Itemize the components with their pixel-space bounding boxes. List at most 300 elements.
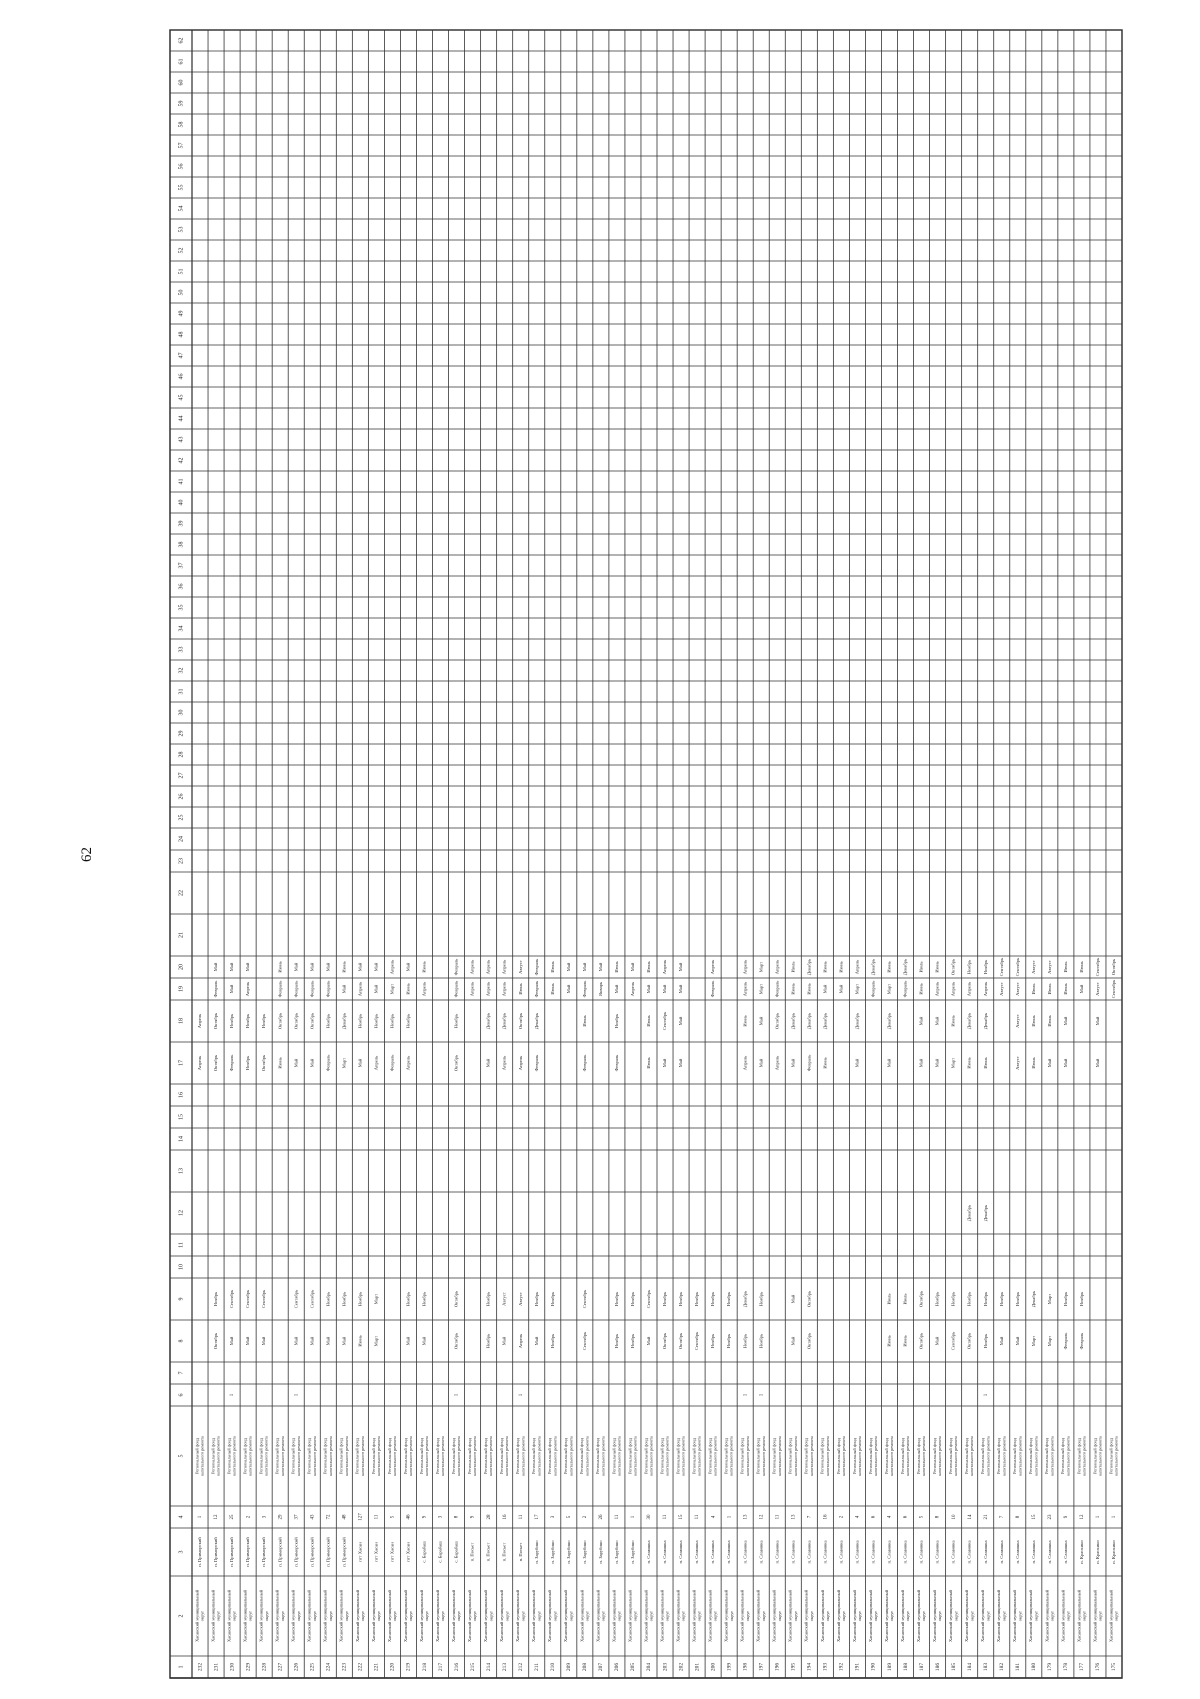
- column-number: 42: [178, 457, 185, 464]
- month-value: Октябрь: [453, 1332, 459, 1350]
- fund-name: Региональный фонд: [306, 1438, 312, 1474]
- column-number: 11: [178, 1242, 185, 1248]
- fund-name: капитального ремонта: [632, 1436, 638, 1476]
- settlement-name: п. Краскино: [1095, 1540, 1101, 1564]
- fund-name: Региональный фонд: [322, 1438, 328, 1474]
- month-value: Май: [261, 1336, 267, 1346]
- column-number: 13: [178, 1168, 185, 1174]
- fund-name: Региональный фонд: [1076, 1438, 1082, 1474]
- month-value: Ноябрь: [549, 1291, 555, 1307]
- district-name: округ: [504, 1610, 510, 1622]
- month-value: Май: [918, 1016, 924, 1026]
- fund-name: капитального ремонта: [696, 1436, 702, 1476]
- fund-name: Региональный фонд: [547, 1438, 553, 1474]
- month-value: Март: [341, 1057, 347, 1069]
- houses-count: 13: [743, 1514, 749, 1520]
- month-value: Апрель: [197, 1013, 203, 1029]
- month-value: Ноябрь: [373, 1013, 379, 1029]
- settlement-name: п. Зарубино: [630, 1540, 636, 1564]
- district-name: округ: [1033, 1610, 1039, 1622]
- month-value: Октябрь: [806, 1290, 812, 1308]
- month-value: Май: [565, 984, 571, 994]
- fund-name: капитального ремонта: [504, 1436, 510, 1476]
- month-value: Июнь: [1046, 1015, 1052, 1027]
- row-number: 219: [405, 1662, 412, 1672]
- houses-count: 3: [550, 1515, 556, 1519]
- district-name: Хасанский муниципальный: [547, 1590, 553, 1642]
- fund-name: капитального ремонта: [295, 1436, 301, 1476]
- month-value: Октябрь: [950, 958, 956, 976]
- district-name: округ: [616, 1610, 622, 1622]
- column-number: 16: [178, 1092, 185, 1098]
- district-name: округ: [792, 1610, 798, 1622]
- fund-name: капитального ремонта: [664, 1436, 670, 1476]
- month-value: Май: [613, 984, 619, 994]
- month-value: Ноябрь: [613, 1333, 619, 1349]
- month-value: Февраль: [533, 1054, 539, 1072]
- settlement-name: п. Посьет: [469, 1542, 475, 1562]
- month-value: Февраль: [1062, 1332, 1068, 1350]
- settlement-name: п. Славянка: [1046, 1540, 1052, 1564]
- month-value: Май: [1014, 1336, 1020, 1346]
- month-value: Май: [597, 962, 603, 972]
- district-name: округ: [1113, 1610, 1119, 1622]
- month-value: Август: [517, 1292, 523, 1306]
- month-value: Ноябрь: [694, 1291, 700, 1307]
- district-name: Хасанский муниципальный: [322, 1590, 328, 1642]
- fund-name: капитального ремонта: [584, 1436, 590, 1476]
- month-value: Май: [341, 984, 347, 994]
- fund-name: капитального ремонта: [408, 1436, 414, 1476]
- fund-name: капитального ремонта: [1033, 1436, 1039, 1476]
- settlement-name: с. Барабаш: [437, 1541, 443, 1563]
- fund-name: капитального ремонта: [840, 1436, 846, 1476]
- houses-count: 8: [454, 1515, 460, 1519]
- month-value: Июнь: [581, 1015, 587, 1027]
- column-number: 53: [178, 226, 185, 233]
- fund-name: капитального ремонта: [616, 1436, 622, 1476]
- month-value: Сентябрь: [1111, 979, 1117, 999]
- fund-name: Региональный фонд: [771, 1438, 777, 1474]
- month-value: Ноябрь: [662, 1291, 668, 1307]
- column-number: 32: [178, 667, 185, 674]
- column-number: 37: [178, 562, 185, 569]
- column-number: 25: [178, 814, 185, 821]
- fund-name: капитального ремонта: [1081, 1436, 1087, 1476]
- district-name: округ: [279, 1610, 285, 1622]
- row-number: 179: [1047, 1662, 1054, 1672]
- month-value: Июль: [790, 961, 796, 973]
- row-number: 190: [870, 1662, 877, 1672]
- district-name: округ: [1001, 1610, 1007, 1622]
- district-name: округ: [1017, 1610, 1023, 1622]
- fund-name: капитального ремонта: [199, 1436, 205, 1476]
- month-value: Ноябрь: [1078, 1291, 1084, 1307]
- column-number: 46: [178, 373, 185, 380]
- month-value: Ноябрь: [389, 1013, 395, 1029]
- district-name: округ: [327, 1610, 333, 1622]
- month-value: Ноябрь: [982, 1333, 988, 1349]
- settlement-name: п. Славянка: [662, 1540, 668, 1564]
- district-name: округ: [263, 1610, 269, 1622]
- month-value: Август: [1095, 982, 1101, 996]
- month-value: Май: [678, 1058, 684, 1068]
- fund-name: капитального ремонта: [472, 1436, 478, 1476]
- month-value: Апрель: [485, 981, 491, 997]
- fund-name: Региональный фонд: [691, 1438, 697, 1474]
- row-number: 214: [485, 1662, 492, 1672]
- month-value: Ноябрь: [966, 959, 972, 975]
- column-number: 56: [178, 163, 185, 170]
- settlement-name: п. Приморский: [213, 1537, 219, 1567]
- month-value: Февраль: [325, 980, 331, 998]
- settlement-name: п. Славянка: [854, 1540, 860, 1564]
- settlement-name: п. Славянка: [710, 1540, 716, 1564]
- month-value: Сентябрь: [293, 1289, 299, 1309]
- month-value: Июнь: [405, 983, 411, 995]
- fund-name: Региональный фонд: [579, 1438, 585, 1474]
- row-number: 205: [630, 1662, 637, 1672]
- fund-name: капитального ремонта: [792, 1436, 798, 1476]
- fund-name: Региональный фонд: [434, 1438, 440, 1474]
- month-value: Март: [758, 983, 764, 995]
- month-value: Апрель: [517, 1333, 523, 1349]
- column-number: 1: [178, 1665, 185, 1669]
- month-value: Апрель: [245, 981, 251, 997]
- fund-name: Региональный фонд: [386, 1438, 392, 1474]
- column-number: 41: [178, 478, 185, 485]
- row-number: 186: [934, 1662, 941, 1672]
- fund-name: Региональный фонд: [450, 1438, 456, 1474]
- fund-name: Региональный фонд: [274, 1438, 280, 1474]
- fund-name: капитального ремонта: [552, 1436, 558, 1476]
- fund-name: Региональный фонд: [354, 1438, 360, 1474]
- month-value: Май: [998, 1336, 1004, 1346]
- month-value: Ноябрь: [213, 1291, 219, 1307]
- month-value: Июнь: [950, 1015, 956, 1027]
- district-name: округ: [199, 1610, 205, 1622]
- row-number: 209: [566, 1662, 573, 1672]
- fund-name: Региональный фонд: [835, 1438, 841, 1474]
- column-number: 51: [178, 268, 185, 275]
- month-value: Июнь: [277, 961, 283, 973]
- district-name: Хасанский муниципальный: [194, 1590, 200, 1642]
- houses-count: 21: [983, 1514, 989, 1520]
- month-value: Октябрь: [453, 1290, 459, 1308]
- month-value: Июнь: [966, 1057, 972, 1069]
- houses-count: 25: [230, 1514, 236, 1520]
- fund-name: Региональный фонд: [1060, 1438, 1066, 1474]
- month-value: Ноябрь: [678, 1291, 684, 1307]
- month-value: Август: [1014, 1056, 1020, 1070]
- month-value: Июнь: [886, 1335, 892, 1347]
- district-name: округ: [536, 1610, 542, 1622]
- month-value: Ноябрь: [533, 1291, 539, 1307]
- settlement-name: с. Барабаш: [421, 1541, 427, 1563]
- month-value: Май: [229, 1336, 235, 1346]
- settlement-name: п. Славянка: [806, 1540, 812, 1564]
- month-value: Ноябрь: [485, 1333, 491, 1349]
- district-name: Хасанский муниципальный: [787, 1590, 793, 1642]
- month-value: Декабрь: [533, 1012, 539, 1030]
- month-value: Апрель: [517, 1055, 523, 1071]
- month-value: Октябрь: [213, 1332, 219, 1350]
- district-name: Хасанский муниципальный: [258, 1590, 264, 1642]
- column-number: 40: [178, 499, 185, 506]
- month-value: Июнь: [918, 983, 924, 995]
- district-name: округ: [921, 1610, 927, 1622]
- settlement-name: п. Посьет: [485, 1542, 491, 1562]
- settlement-name: пгт Хасан: [373, 1542, 379, 1562]
- fund-name: Региональный фонд: [643, 1438, 649, 1474]
- month-value: Март: [1046, 1335, 1052, 1347]
- column-number: 15: [178, 1114, 185, 1120]
- fund-name: Региональный фонд: [370, 1438, 376, 1474]
- houses-count: 3: [262, 1515, 268, 1519]
- month-value: Ноябрь: [950, 1291, 956, 1307]
- settlement-name: п. Славянка: [838, 1540, 844, 1564]
- fund-name: капитального ремонта: [600, 1436, 606, 1476]
- houses-count: 46: [406, 1514, 412, 1520]
- row-number: 210: [550, 1662, 557, 1672]
- fund-name: капитального ремонта: [760, 1436, 766, 1476]
- month-value: Октябрь: [918, 1290, 924, 1308]
- district-name: округ: [824, 1610, 830, 1622]
- settlement-name: п. Приморский: [197, 1537, 203, 1567]
- district-name: Хасанский муниципальный: [370, 1590, 376, 1642]
- month-value: Май: [918, 1058, 924, 1068]
- column-number: 20: [178, 964, 185, 970]
- month-value: Июль: [1030, 983, 1036, 995]
- month-value: Апрель: [485, 959, 491, 975]
- district-name: Хасанский муниципальный: [354, 1590, 360, 1642]
- fund-name: Региональный фонд: [948, 1438, 954, 1474]
- month-value: Октябрь: [1111, 958, 1117, 976]
- month-value: Октябрь: [213, 1012, 219, 1030]
- district-name: Хасанский муниципальный: [1060, 1590, 1066, 1642]
- month-value: Февраль: [533, 958, 539, 976]
- month-value: Апрель: [774, 1055, 780, 1071]
- month-value: Май: [790, 1336, 796, 1346]
- district-name: Хасанский муниципальный: [483, 1590, 489, 1642]
- month-value: Май: [229, 984, 235, 994]
- fund-name: Региональный фонд: [1028, 1438, 1034, 1474]
- houses-count: 15: [679, 1514, 685, 1520]
- month-value: Май: [581, 962, 587, 972]
- column-number: 55: [178, 184, 185, 191]
- month-value: Июль: [918, 961, 924, 973]
- month-value: Август: [1046, 960, 1052, 974]
- row-number: 216: [453, 1662, 460, 1672]
- month-value: Май: [213, 962, 219, 972]
- district-name: округ: [343, 1610, 349, 1622]
- fund-name: капитального ремонта: [520, 1436, 526, 1476]
- row-number: 208: [582, 1662, 589, 1672]
- houses-count: 5: [390, 1515, 396, 1519]
- month-value: Апрель: [742, 981, 748, 997]
- month-value: Ноябрь: [613, 1291, 619, 1307]
- district-name: Хасанский муниципальный: [210, 1590, 216, 1642]
- row-number: 223: [341, 1662, 348, 1672]
- district-name: округ: [680, 1610, 686, 1622]
- month-value: Декабрь: [886, 1012, 892, 1030]
- column-number: 59: [178, 100, 185, 107]
- month-value: Февраль: [581, 1054, 587, 1072]
- month-value: Февраль: [453, 980, 459, 998]
- month-value: Апрель: [469, 959, 475, 975]
- row-number: 201: [694, 1662, 701, 1672]
- month-value: Декабрь: [902, 958, 908, 976]
- row-number: 183: [982, 1662, 989, 1672]
- settlement-name: п. Славянка: [694, 1540, 700, 1564]
- settlement-name: п. Приморский: [245, 1537, 251, 1567]
- houses-count: 10: [951, 1514, 957, 1520]
- flag-value: 1: [983, 1393, 989, 1397]
- fund-name: капитального ремонта: [215, 1436, 221, 1476]
- column-number: 6: [178, 1393, 185, 1397]
- district-name: Хасанский муниципальный: [867, 1590, 873, 1642]
- month-value: Август: [1030, 960, 1036, 974]
- fund-name: капитального ремонта: [889, 1436, 895, 1476]
- month-value: Июнь: [646, 1057, 652, 1069]
- settlement-name: п. Славянка: [726, 1540, 732, 1564]
- settlement-name: п. Славянка: [822, 1540, 828, 1564]
- month-value: Октябрь: [806, 1332, 812, 1350]
- month-value: Декабрь: [806, 1012, 812, 1030]
- column-number: 61: [178, 58, 185, 65]
- row-number: 222: [357, 1662, 364, 1672]
- fund-name: капитального ремонта: [375, 1436, 381, 1476]
- houses-count: 1: [198, 1515, 204, 1519]
- month-value: Июнь: [790, 983, 796, 995]
- month-value: Июль: [886, 1293, 892, 1305]
- month-value: Сентябрь: [229, 1289, 235, 1309]
- month-value: Апрель: [934, 981, 940, 997]
- fund-name: Региональный фонд: [210, 1438, 216, 1474]
- month-value: Декабрь: [806, 958, 812, 976]
- fund-name: Региональный фонд: [707, 1438, 713, 1474]
- fund-name: капитального ремонта: [969, 1436, 975, 1476]
- district-name: округ: [905, 1610, 911, 1622]
- month-value: Май: [293, 1058, 299, 1068]
- month-value: Май: [854, 1058, 860, 1068]
- month-value: Октябрь: [453, 1054, 459, 1072]
- fund-name: Региональный фонд: [851, 1438, 857, 1474]
- fund-name: Региональный фонд: [675, 1438, 681, 1474]
- houses-count: 12: [759, 1514, 765, 1520]
- column-number: 54: [178, 205, 185, 212]
- column-number: 9: [178, 1297, 185, 1301]
- month-value: Май: [357, 962, 363, 972]
- row-number: 229: [245, 1662, 252, 1672]
- column-number: 33: [178, 646, 185, 653]
- month-value: Май: [1078, 984, 1084, 994]
- month-value: Май: [245, 962, 251, 972]
- month-value: Ноябрь: [405, 1013, 411, 1029]
- row-number: 212: [517, 1662, 524, 1672]
- month-value: Май: [309, 962, 315, 972]
- month-value: Октябрь: [293, 1012, 299, 1030]
- settlement-name: пгт Хасан: [405, 1542, 411, 1562]
- settlement-name: п. Приморский: [341, 1537, 347, 1567]
- houses-count: 5: [919, 1515, 925, 1519]
- settlement-name: п. Зарубино: [613, 1540, 619, 1564]
- month-value: Февраль: [325, 1054, 331, 1072]
- month-value: Февраль: [1078, 1332, 1084, 1350]
- fund-name: капитального ремонта: [263, 1436, 269, 1476]
- district-name: Хасанский муниципальный: [1028, 1590, 1034, 1642]
- month-value: Май: [1062, 1016, 1068, 1026]
- district-name: округ: [1081, 1610, 1087, 1622]
- month-value: Июнь: [1062, 983, 1068, 995]
- houses-count: 2: [839, 1515, 845, 1519]
- settlement-name: п. Славянка: [1030, 1540, 1036, 1564]
- month-value: Май: [325, 962, 331, 972]
- fund-name: Региональный фонд: [611, 1438, 617, 1474]
- month-value: Апрель: [373, 1055, 379, 1071]
- district-name: Хасанский муниципальный: [643, 1590, 649, 1642]
- month-value: Февраль: [870, 980, 876, 998]
- fund-name: капитального ремонта: [440, 1436, 446, 1476]
- district-name: округ: [408, 1610, 414, 1622]
- district-name: Хасанский муниципальный: [980, 1590, 986, 1642]
- district-name: округ: [520, 1610, 526, 1622]
- settlement-name: п. Приморский: [293, 1537, 299, 1567]
- month-value: Июнь: [902, 1335, 908, 1347]
- fund-name: Региональный фонд: [723, 1438, 729, 1474]
- row-number: 230: [229, 1662, 236, 1672]
- houses-count: 11: [775, 1514, 781, 1520]
- fund-name: капитального ремонта: [744, 1436, 750, 1476]
- month-value: Ноябрь: [998, 1291, 1004, 1307]
- month-value: Февраль: [309, 980, 315, 998]
- row-number: 228: [261, 1662, 268, 1672]
- houses-count: 12: [214, 1514, 220, 1520]
- month-value: Июль: [902, 1293, 908, 1305]
- month-value: Октябрь: [213, 1054, 219, 1072]
- month-value: Май: [293, 962, 299, 972]
- row-number: 196: [774, 1662, 781, 1672]
- month-value: Май: [357, 1058, 363, 1068]
- column-number: 4: [178, 1515, 185, 1519]
- month-value: Сентябрь: [245, 1289, 251, 1309]
- houses-count: 15: [1031, 1514, 1037, 1520]
- settlement-name: п. Славянка: [790, 1540, 796, 1564]
- district-name: Хасанский муниципальный: [932, 1590, 938, 1642]
- month-value: Май: [646, 1336, 652, 1346]
- houses-count: 5: [566, 1515, 572, 1519]
- month-value: Ноябрь: [982, 959, 988, 975]
- settlement-name: п. Посьет: [517, 1542, 523, 1562]
- district-name: Хасанский муниципальный: [691, 1590, 697, 1642]
- month-value: Июнь: [517, 983, 523, 995]
- district-name: Хасанский муниципальный: [835, 1590, 841, 1642]
- month-value: Июнь: [646, 1015, 652, 1027]
- column-number: 58: [178, 121, 185, 128]
- fund-name: Региональный фонд: [466, 1438, 472, 1474]
- row-number: 176: [1095, 1662, 1102, 1672]
- settlement-name: п. Славянка: [966, 1540, 972, 1564]
- column-number: 43: [178, 436, 185, 443]
- month-value: Июнь: [549, 983, 555, 995]
- district-name: Хасанский муниципальный: [899, 1590, 905, 1642]
- fund-name: Региональный фонд: [819, 1438, 825, 1474]
- month-value: Ноябрь: [357, 1291, 363, 1307]
- district-name: Хасанский муниципальный: [659, 1590, 665, 1642]
- month-value: Март: [950, 1057, 956, 1069]
- district-name: округ: [472, 1610, 478, 1622]
- district-name: Хасанский муниципальный: [1092, 1590, 1098, 1642]
